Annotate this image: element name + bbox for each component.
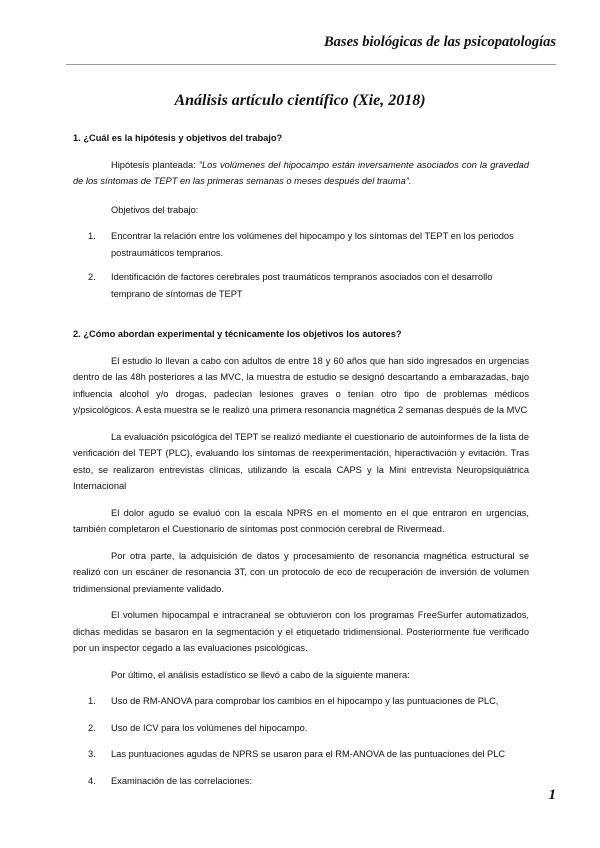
step-number: 3. xyxy=(88,749,96,759)
objective-text: Identificación de factores cerebrales post traumáticos tempranos asociados con el desarrollo temprano de síntomas de TEPT xyxy=(111,272,493,299)
objective-number: 2. xyxy=(88,272,96,282)
statistics-step xyxy=(73,720,529,737)
statistics-step xyxy=(73,746,529,763)
volume-measure-paragraph: El volumen hipocampal e intracraneal se obtuvieron con los programas FreeSurfer automatizados, dichas medidas se basaron en la segmentación y el etiquetado tridimensional. Posteriormente fue verificado por un inspector cegado a las evaluaciones psicológicas. xyxy=(73,610,529,653)
document-body xyxy=(73,130,529,789)
objective-item xyxy=(73,269,529,302)
hypothesis-quote: “Los volúmenes del hipocampo están inversamente asociados con la gravedad de los síntomas de TEPT en las primeras semanas o meses después del trauma”. xyxy=(73,159,529,186)
document-title: Análisis artículo científico (Xie, 2018) xyxy=(174,92,426,109)
step-text: Uso de RM-ANOVA para comprobar los cambios en el hipocampo y las puntuaciones de PLC, xyxy=(111,696,499,706)
step-text: Las puntuaciones agudas de NPRS se usaron para el RM-ANOVA de las puntuaciones del PLC xyxy=(111,749,506,759)
header-rule xyxy=(66,64,556,65)
step-number: 1. xyxy=(88,696,96,706)
section-2-question: 2. ¿Cómo abordan experimental y técnicamente los objetivos los autores? xyxy=(73,329,402,339)
objectives-list xyxy=(73,228,529,302)
step-text: Uso de ICV para los volúmenes del hipocampo. xyxy=(111,722,308,733)
step-number: 4. xyxy=(88,775,96,786)
hypothesis-paragraph xyxy=(73,157,529,190)
hypothesis-label: Hipótesis planteada: xyxy=(111,159,199,170)
statistics-step xyxy=(73,693,529,710)
section-1-question: 1. ¿Cuál es la hipótesis y objetivos del trabajo? xyxy=(73,133,283,143)
statistics-step xyxy=(73,773,529,790)
statistics-intro-paragraph: Por último, el análisis estadístico se llevó a cabo de la siguiente manera: xyxy=(111,669,410,680)
objective-number: 1. xyxy=(88,231,96,241)
study-sample-paragraph: El estudio lo llevan a cabo con adultos de entre 18 y 60 años que han sido ingresados en urgencias dentro de las 48h posteriores a las MVC, la muestra de estudio se designó descartando a embarazadas, bajo influencia alcohol y/o drogas, padecían lesiones graves o tenían otro tipo de problemas médicos y/psicológicos. A esta muestra se le realizó una primera resonancia magnética 2 semanas después de la MVC xyxy=(73,355,529,415)
objectives-label: Objetivos del trabajo: xyxy=(111,204,199,215)
statistics-steps-list xyxy=(73,693,529,789)
pain-evaluation-paragraph: El dolor agudo se evaluó con la escala NPRS en el momento en el que entraron en urgencias, también completaron el Cuestionario de síntomas post conmoción cerebral de Rivermead. xyxy=(73,507,529,534)
step-text: Examinación de las correlaciones: xyxy=(111,775,253,786)
step-number: 2. xyxy=(88,722,96,733)
psych-evaluation-paragraph: La evaluación psicológica del TEPT se realizó mediante el cuestionario de autoinformes de la lista de verificación del TEPT (PLC), evaluando los síntomas de reexperimentación, hiperactivación y evitación. Tras esto, se realizaron entrevistas clínicas, utilizando la escala CAPS y la Mini entrevista Neuropsiquiátrica Internacional xyxy=(73,431,529,491)
page-number: 1 xyxy=(548,787,556,803)
mri-acquisition-paragraph: Por otra parte, la adquisición de datos y procesamiento de resonancia magnética estructural se realizó con un escáner de resonancia 3T, con un protocolo de eco de recuperación de inversión de volumen tridimensional previamente validado. xyxy=(73,550,529,594)
objective-text: Encontrar la relación entre los volúmenes del hipocampo y los síntomas del TEPT en los periodos postraumáticos tempranos. xyxy=(111,231,514,258)
objective-item xyxy=(73,228,529,261)
running-header-title: Bases biológicas de las psicopatologías xyxy=(324,34,556,50)
